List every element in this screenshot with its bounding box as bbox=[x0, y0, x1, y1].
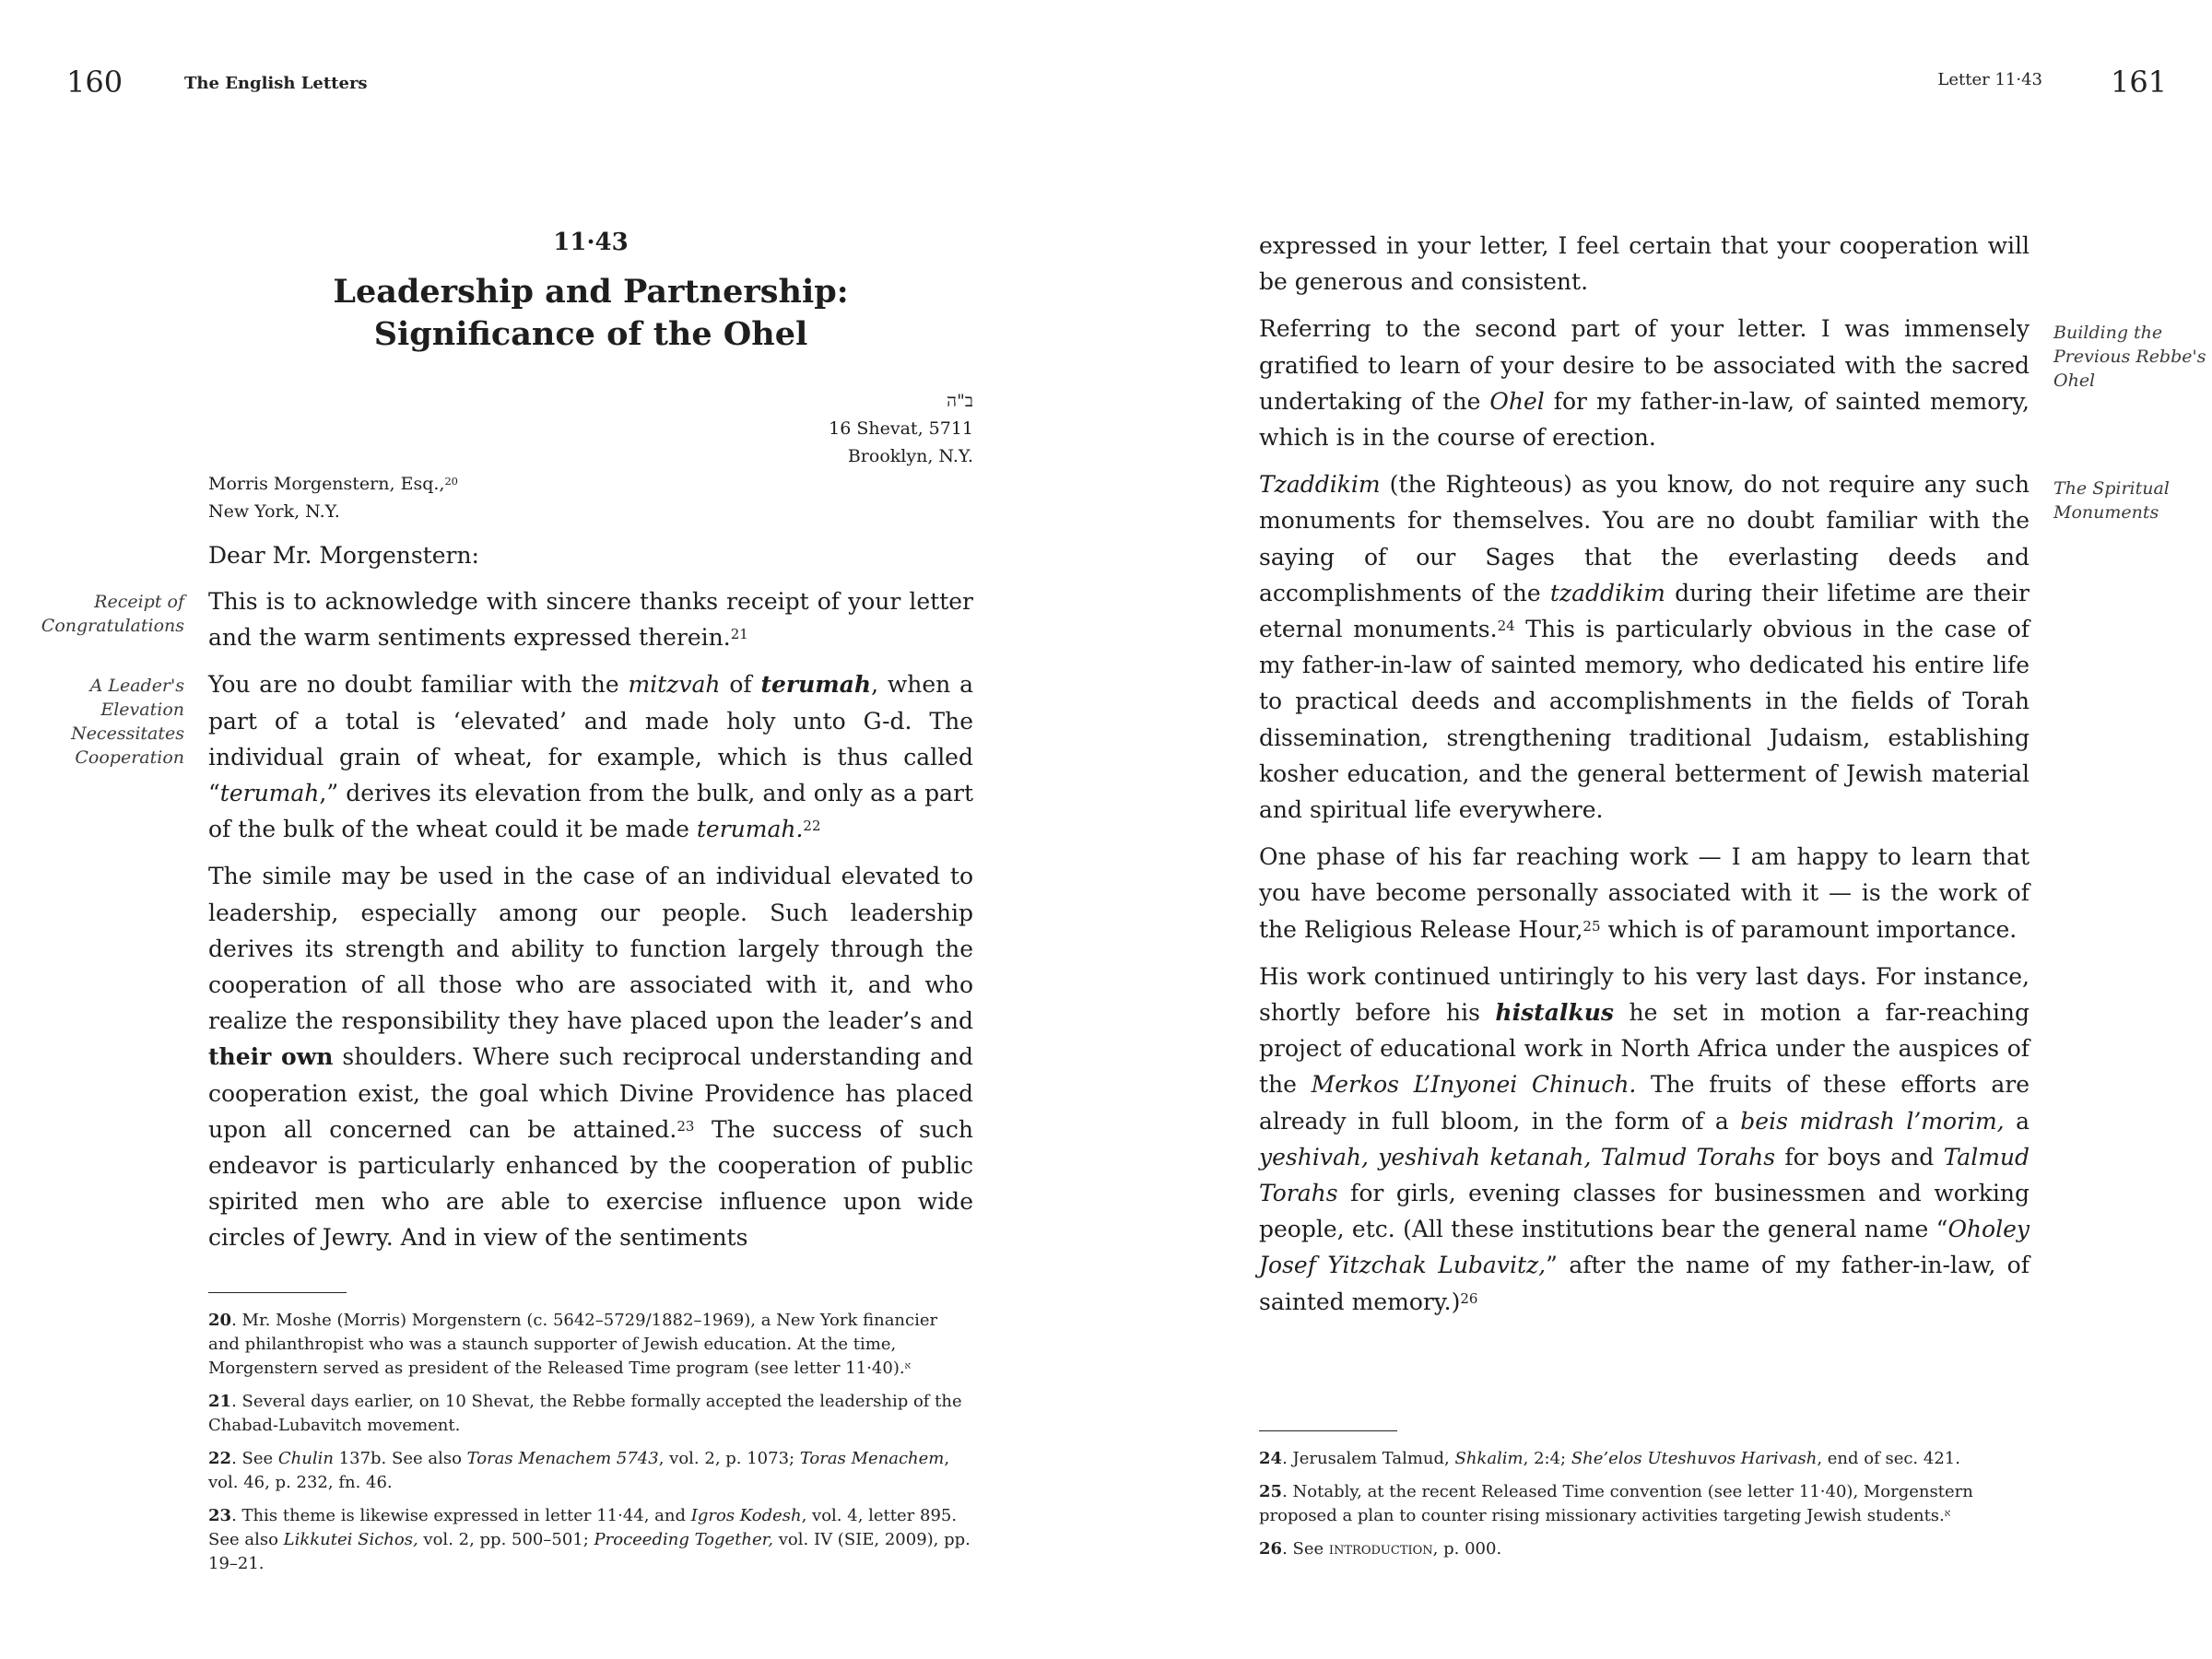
margin-note-spiritual-monuments: The Spiritual Monuments bbox=[2053, 478, 2170, 523]
paragraph-continuation: expressed in your letter, I feel certain that your cooperation will be generous and consistent. bbox=[1259, 232, 2030, 296]
footnote-26: 26. See introduction, p. 000. bbox=[1259, 1539, 1502, 1559]
right-body-text bbox=[1259, 228, 2030, 1331]
footnote-23: 23. This theme is likewise expressed in letter 11·44, and Igros Kodesh, vol. 4, letter 895. See also Likkutei Sichos, vol. 2, pp. 500–501; Proceeding Together, vol. IV (SIE, 2009), pp. 19–21. bbox=[208, 1506, 971, 1573]
paragraph-release-hour: One phase of his far reaching work — I am happy to learn that you have become personally associated with it — is the work of the Religious Release Hour,$^{25}$ which is of paramount importance. bbox=[1259, 843, 2030, 943]
footnote-ref-25[interactable]: 25 bbox=[1583, 917, 1601, 935]
title-line-2: Significance of the Ohel bbox=[373, 315, 808, 353]
letter-date: 16 Shevat, 5711 bbox=[829, 418, 973, 439]
greeting: Dear Mr. Morgenstern: bbox=[208, 542, 479, 569]
right-running-head: Letter 11·43 bbox=[1937, 70, 2042, 89]
paragraph-terumah: You are no doubt familiar with the mitzvah of terumah, when a part of a total is ‘elevated’ and made holy unto G-d. The individual grain of wheat, for example, which is thus called “terumah,” derives its elevation from the bulk, and only as a part of the bulk of the wheat could it be made terumah.$^{22}$ bbox=[208, 671, 973, 843]
title-line-1: Leadership and Partnership: bbox=[333, 273, 849, 311]
letter-number: 11·43 bbox=[553, 229, 629, 256]
footnote-21: 21. Several days earlier, on 10 Shevat, the Rebbe formally accepted the leadership of the Chabad-Lubavitch movement. bbox=[208, 1392, 962, 1435]
footnote-20: 20. Mr. Moshe (Morris) Morgenstern (c. 5642–5729/1882–1969), a New York financier and philanthropist who was a staunch supporter of Jewish education. At the time, Morgenstern served as president of the Released Time program (see letter 11·40).$^א$ bbox=[208, 1311, 938, 1378]
recipient-city: New York, N.Y. bbox=[208, 501, 340, 522]
paragraph-simile: The simile may be used in the case of an individual elevated to leadership, especially among our people. Such leadership derives its strength and ability to function largely through the cooperation of all those who are associated with it, and who realize the responsibility they have placed upon the leader’s and their own shoulders. Where such reciprocal understanding and cooperation exist, the goal which Divine Providence has placed upon all concerned can be attained.$^{23}$ The success of such endeavor is particularly enhanced by the cooperation of public spirited men who are able to exercise influence upon wide circles of Jewry. And in view of the sentiments bbox=[208, 863, 973, 1252]
footnote-ref-21[interactable]: 21 bbox=[730, 626, 748, 643]
letter-heading bbox=[645, 387, 973, 470]
footnote-ref-20[interactable]: 20 bbox=[444, 475, 458, 488]
footnote-ref-23[interactable]: 23 bbox=[677, 1117, 695, 1135]
right-page-number: 161 bbox=[2111, 65, 2168, 100]
paragraph-ohel: Referring to the second part of your letter. I was immensely gratified to learn of your desire to be associated with the sacred undertaking of the Ohel for my father-in-law, of sainted memory, which is in the course of erection. bbox=[1259, 315, 2030, 452]
footnote-ref-26[interactable]: 26 bbox=[1460, 1289, 1478, 1307]
footnote-ref-22[interactable]: 22 bbox=[803, 818, 821, 835]
margin-note-leader-elevation: A Leader's Elevation Necessitates Cooperation bbox=[71, 676, 184, 768]
margin-note-receipt: Receipt of Congratulations bbox=[41, 592, 184, 636]
footnote-22: 22. See Chulin 137b. See also Toras Menachem 5743, vol. 2, p. 1073; Toras Menachem, vol. 46, p. 232, fn. 46. bbox=[208, 1449, 950, 1492]
left-footnote-rule bbox=[208, 1292, 347, 1293]
footnote-25: 25. Notably, at the recent Released Time convention (see letter 11·40), Morgenstern proposed a plan to counter rising missionary activities targeting Jewish students.$^א$ bbox=[1259, 1482, 1973, 1525]
left-page-number: 160 bbox=[66, 65, 124, 100]
footnote-ref-24[interactable]: 24 bbox=[1497, 618, 1515, 635]
paragraph-receipt: This is to acknowledge with sincere thanks receipt of your letter and the warm sentiments expressed therein.$^{21}$ bbox=[208, 588, 973, 652]
letter-title bbox=[208, 271, 973, 356]
heading-hebrew: ב"ה bbox=[947, 391, 973, 411]
left-running-head: The English Letters bbox=[184, 74, 368, 93]
footnote-24: 24. Jerusalem Talmud, Shkalim, 2:4; She’elos Uteshuvos Harivash, end of sec. 421. bbox=[1259, 1449, 1960, 1468]
left-footnotes bbox=[208, 1309, 973, 1585]
left-body-text bbox=[208, 583, 973, 1267]
letter-place: Brooklyn, N.Y. bbox=[847, 446, 973, 466]
recipient-name: Morris Morgenstern, Esq.,$^{20}$ bbox=[208, 474, 458, 494]
margin-note-ohel: Building the Previous Rebbe's Ohel bbox=[2053, 323, 2206, 391]
paragraph-north-africa: His work continued untiringly to his very last days. For instance, shortly before his histalkus he set in motion a far-reaching project of educational work in North Africa under the auspices of the Merkos L’Inyonei Chinuch. The fruits of these efforts are already in full bloom, in the form of a beis midrash l’morim, a yeshivah, yeshivah ketanah, Talmud Torahs for boys and Talmud Torahs for girls, evening classes for businessmen and working people, etc. (All these institutions bear the general name “Oholey Josef Yitzchak Lubavitz,” after the name of my father-in-law, of sainted memory.)$^{26}$ bbox=[1259, 962, 2030, 1315]
recipient-block bbox=[208, 470, 761, 525]
paragraph-tzaddikim: Tzaddikim (the Righteous) as you know, do not require any such monuments for themselves. You are no doubt familiar with the saying of our Sages that the everlasting deeds and accomplishments of the tzaddikim during their lifetime are their eternal monuments.$^{24}$ This is particularly obvious in the case of my father-in-law of sainted memory, who dedicated his entire life to practical deeds and accomplishments in the fields of Torah dissemination, strengthening traditional Judaism, establishing kosher education, and the general betterment of Jewish material and spiritual life everywhere. bbox=[1259, 471, 2030, 824]
right-footnotes bbox=[1259, 1447, 2030, 1571]
right-footnote-rule bbox=[1259, 1430, 1397, 1431]
